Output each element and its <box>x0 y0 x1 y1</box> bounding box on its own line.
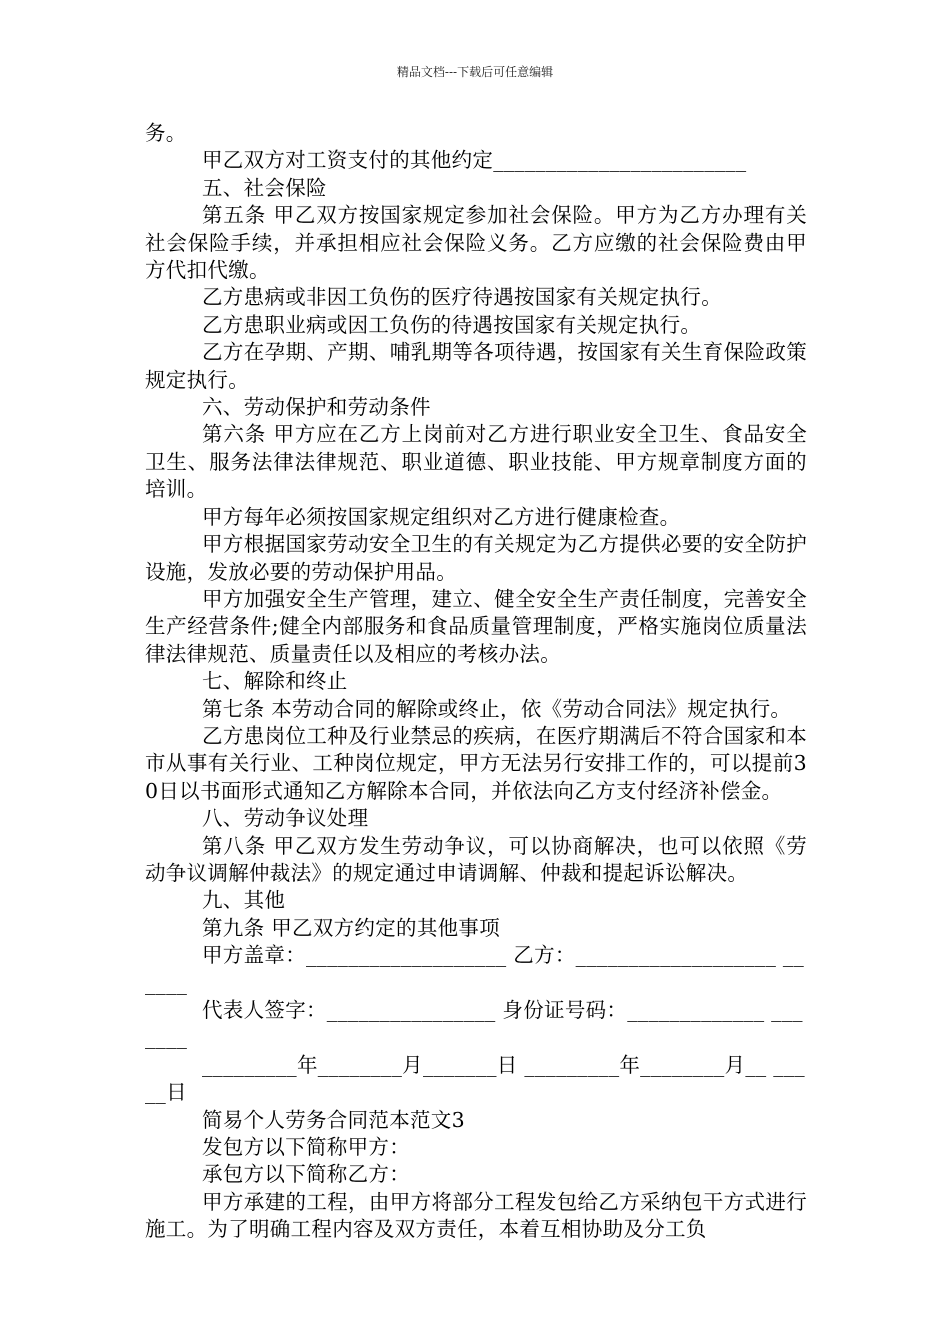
paragraph: 乙方在孕期、产期、哺乳期等各项待遇，按国家有关生育保险政策规定执行。 <box>145 340 807 392</box>
paragraph: 第八条 甲乙双方发生劳动争议，可以协商解决，也可以依照《劳动争议调解仲裁法》的规定通过申请调解、仲裁和提起诉讼解决。 <box>145 833 807 885</box>
paragraph: 务。 <box>145 121 187 145</box>
paragraph: 承包方以下简称乙方： <box>202 1162 410 1187</box>
paragraph: 第六条 甲方应在乙方上岗前对乙方进行职业安全卫生、食品安全卫生、服务法律法律规范、职业道德、职业技能、甲方规章制度方面的培训。 <box>145 422 807 502</box>
page-header: 精品文档---下载后可任意编辑 <box>396 65 554 79</box>
paragraph: 乙方患岗位工种及行业禁忌的疾病，在医疗期满后不符合国家和本市从事有关行业、工种岗位规定，甲方无法另行安排工作的，可以提前30日以书面形式通知乙方解除本合同，并依法向乙方支付经济补偿金。 <box>145 723 807 803</box>
section-heading: 七、解除和终止 <box>202 669 348 694</box>
signature-line: 代表人签字：________________ 身份证号码：_____________ _______ <box>145 998 803 1050</box>
paragraph: 甲方每年必须按国家规定组织对乙方进行健康检查。 <box>202 504 681 529</box>
paragraph: 甲方加强安全生产管理，建立、健全安全生产责任制度，完善安全生产经营条件;健全内部服务和食品质量管理制度，严格实施岗位质量法律法律规范、质量责任以及相应的考核办法。 <box>145 586 807 666</box>
paragraph: 发包方以下简称甲方： <box>202 1135 410 1160</box>
paragraph: 第七条 本劳动合同的解除或终止，依《劳动合同法》规定执行。 <box>202 696 792 721</box>
section-heading: 九、其他 <box>202 888 286 913</box>
section-heading: 八、劳动争议处理 <box>202 806 369 831</box>
date-line: _________年________月_______日 _________年________月__ _____日 <box>145 1052 805 1105</box>
paragraph: 甲方根据国家劳动安全卫生的有关规定为乙方提供必要的安全防护设施，发放必要的劳动保护用品。 <box>145 532 807 584</box>
document-body <box>145 120 807 1244</box>
paragraph: 乙方患职业病或因工负伤的待遇按国家有关规定执行。 <box>202 312 702 337</box>
document-title: 简易个人劳务合同范本范文3 <box>202 1107 465 1132</box>
section-heading: 五、社会保险 <box>202 175 327 200</box>
signature-line: 甲方盖章：___________________ 乙方：___________________ ______ <box>145 943 805 995</box>
paragraph: 乙方患病或非因工负伤的医疗待遇按国家有关规定执行。 <box>202 285 722 310</box>
paragraph: 第五条 甲乙双方按国家规定参加社会保险。甲方为乙方办理有关社会保险手续，并承担相应社会保险义务。乙方应缴的社会保险费由甲方代扣代缴。 <box>145 203 807 283</box>
paragraph: 甲乙双方对工资支付的其他约定________________________ <box>202 148 747 173</box>
paragraph: 第九条 甲乙双方约定的其他事项 <box>202 915 501 940</box>
section-heading: 六、劳动保护和劳动条件 <box>202 395 431 420</box>
paragraph: 甲方承建的工程，由甲方将部分工程发包给乙方采纳包干方式进行施工。为了明确工程内容及双方责任，本着互相协助及分工负 <box>145 1189 807 1242</box>
